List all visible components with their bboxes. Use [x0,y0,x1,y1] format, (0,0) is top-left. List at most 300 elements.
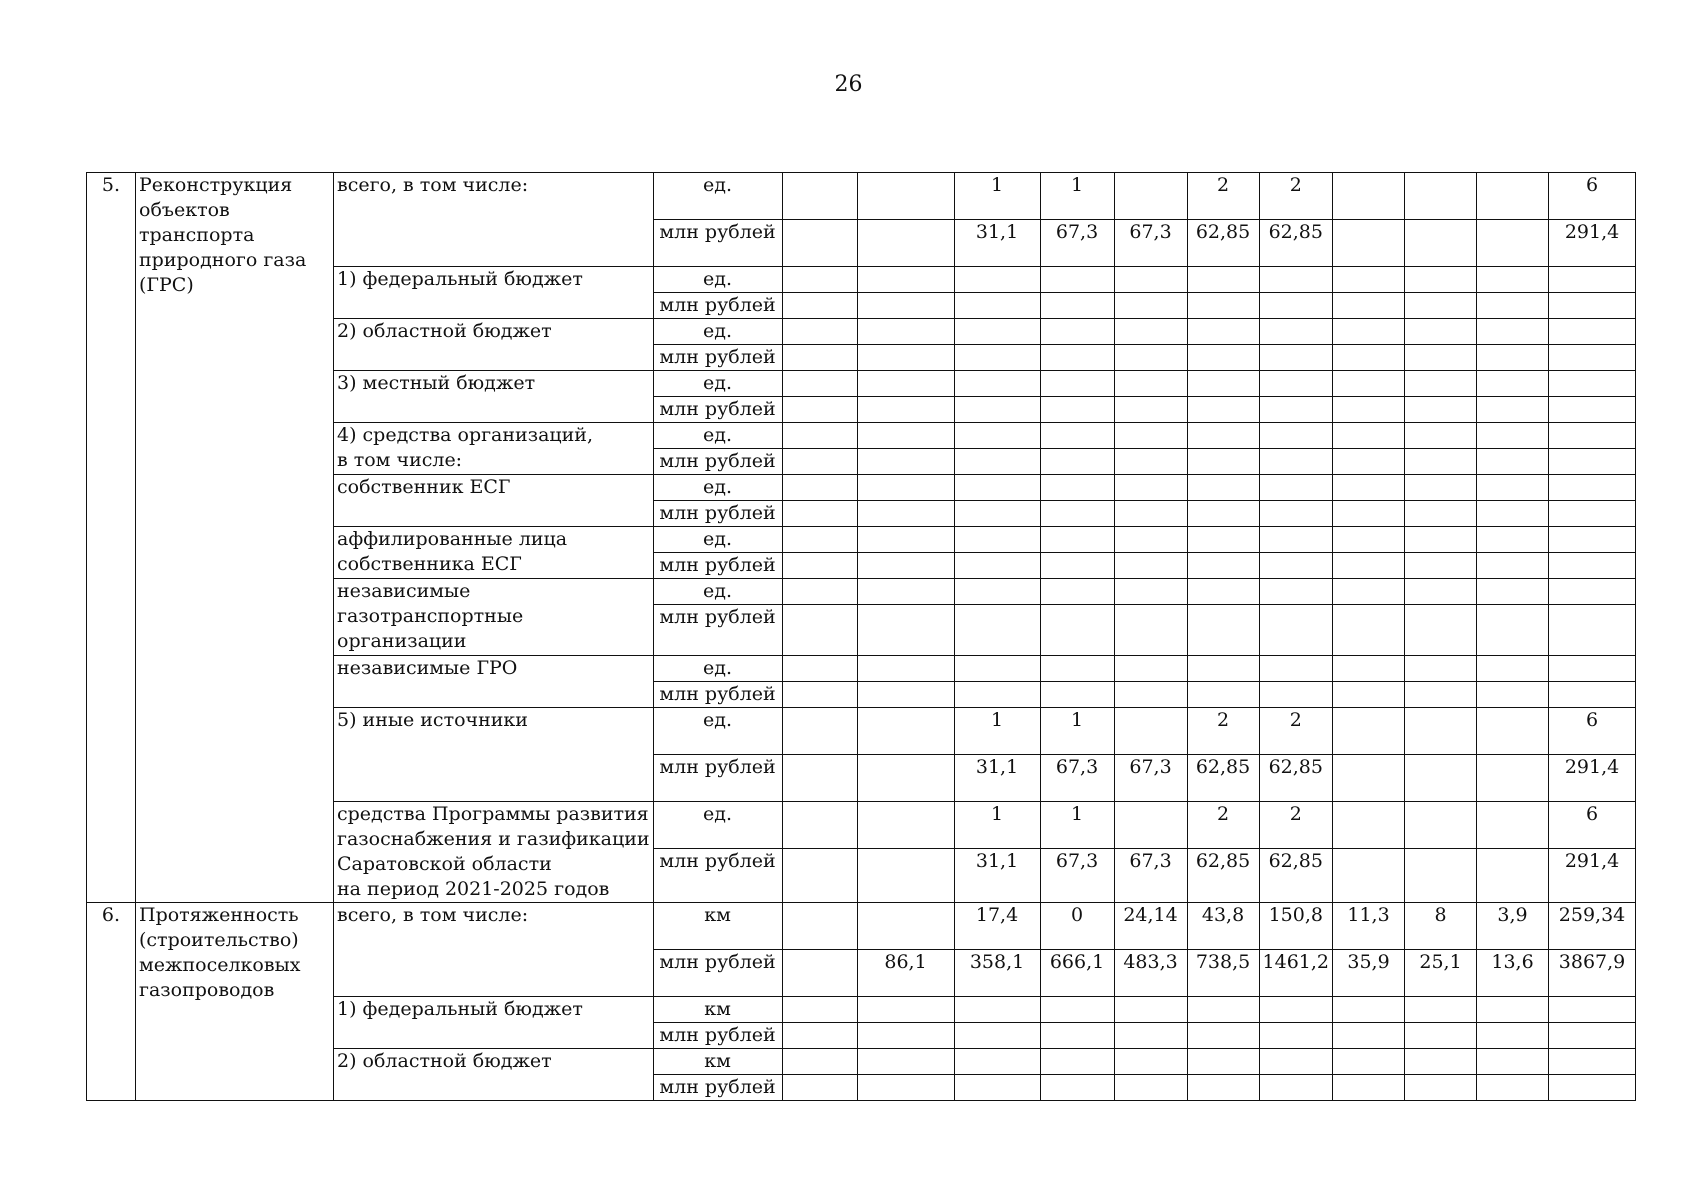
value-cell [857,397,954,423]
unit-cell: ед. [653,475,782,501]
value-cell [1333,579,1405,605]
value-cell [1187,553,1259,579]
value-cell [1549,682,1636,708]
value-cell [1549,527,1636,553]
value-cell [1333,1049,1405,1075]
value-cell [1477,605,1549,656]
value-cell [1259,293,1332,319]
value-cell [954,475,1040,501]
value-cell [954,605,1040,656]
value-cell: 1 [1040,708,1114,755]
funding-source [334,1049,654,1101]
value-cell [1477,220,1549,267]
value-cell [1477,755,1549,802]
value-cell [782,449,857,475]
section-subject-line: (ГРС) [139,274,194,296]
table-row [87,173,1636,220]
value-cell [1549,1075,1636,1101]
value-cell [1477,293,1549,319]
value-cell [1333,345,1405,371]
value-cell [857,293,954,319]
value-cell [1405,475,1477,501]
value-cell [1114,1075,1187,1101]
value-cell: 2 [1187,708,1259,755]
section-subject-line: (строительство) [139,929,299,951]
value-cell [1040,605,1114,656]
value-cell [954,293,1040,319]
value-cell [1259,579,1332,605]
value-cell [1259,423,1332,449]
unit-cell: ед. [653,579,782,605]
unit-cell: млн рублей [653,501,782,527]
value-cell [1549,656,1636,682]
value-cell [1114,173,1187,220]
value-cell [1405,656,1477,682]
value-cell: 1461,2 [1259,950,1332,997]
unit-cell: млн рублей [653,449,782,475]
value-cell [857,267,954,293]
value-cell [1477,682,1549,708]
funding-source [334,903,654,997]
value-cell [782,849,857,903]
funding-source-line: газотранспортные [337,605,524,627]
value-cell: 6 [1549,708,1636,755]
funding-source-line: аффилированные лица [337,528,568,550]
value-cell [857,449,954,475]
value-cell: 2 [1187,802,1259,849]
value-cell [1040,656,1114,682]
value-cell [857,903,954,950]
value-cell [857,656,954,682]
value-cell [782,903,857,950]
value-cell: 67,3 [1040,849,1114,903]
value-cell [1549,293,1636,319]
value-cell [1405,501,1477,527]
value-cell [1477,849,1549,903]
value-cell [1405,267,1477,293]
value-cell [1405,220,1477,267]
value-cell [857,501,954,527]
value-cell [1114,475,1187,501]
value-cell [1549,1023,1636,1049]
table-row [87,903,1636,950]
value-cell [1477,345,1549,371]
value-cell [857,553,954,579]
section-subject-line: Протяженность [139,904,299,926]
value-cell [1477,423,1549,449]
value-cell [782,371,857,397]
value-cell [1187,293,1259,319]
value-cell [1333,1075,1405,1101]
unit-cell: ед. [653,802,782,849]
value-cell [1040,371,1114,397]
value-cell [1259,1023,1332,1049]
value-cell [1549,423,1636,449]
funding-source-line: независимые ГРО [337,657,518,679]
value-cell [1259,371,1332,397]
value-cell: 291,4 [1549,220,1636,267]
value-cell [1333,997,1405,1023]
unit-cell: млн рублей [653,755,782,802]
value-cell: 8 [1405,903,1477,950]
value-cell [857,319,954,345]
value-cell [1405,345,1477,371]
value-cell [1405,449,1477,475]
value-cell [1405,1049,1477,1075]
value-cell [857,849,954,903]
funding-source-line: на период 2021-2025 годов [337,878,610,900]
value-cell [782,397,857,423]
value-cell [1477,371,1549,397]
value-cell [954,371,1040,397]
value-cell [1477,319,1549,345]
funding-source-line: средства Программы развития [337,803,649,825]
value-cell [857,755,954,802]
value-cell [954,449,1040,475]
value-cell [1187,1023,1259,1049]
unit-cell: ед. [653,371,782,397]
value-cell: 67,3 [1040,220,1114,267]
section-subject-line: объектов [139,199,230,221]
section-subject-line: природного газа [139,249,307,271]
value-cell: 31,1 [954,220,1040,267]
value-cell [954,1049,1040,1075]
value-cell [1549,1049,1636,1075]
value-cell [782,319,857,345]
value-cell [1040,1023,1114,1049]
value-cell [1187,371,1259,397]
value-cell [954,656,1040,682]
value-cell [1477,997,1549,1023]
value-cell [782,267,857,293]
value-cell: 31,1 [954,755,1040,802]
value-cell: 483,3 [1114,950,1187,997]
unit-cell: млн рублей [653,1023,782,1049]
value-cell [1114,997,1187,1023]
value-cell [1187,682,1259,708]
value-cell [1114,579,1187,605]
value-cell: 2 [1259,173,1332,220]
unit-cell: ед. [653,173,782,220]
value-cell [1333,220,1405,267]
value-cell [1477,527,1549,553]
value-cell [1477,1023,1549,1049]
value-cell [1040,319,1114,345]
value-cell [954,319,1040,345]
value-cell: 62,85 [1187,755,1259,802]
value-cell [1040,1049,1114,1075]
value-cell [1549,267,1636,293]
funding-source-line: собственник ЕСГ [337,476,511,498]
value-cell: 6 [1549,173,1636,220]
value-cell [1477,802,1549,849]
value-cell [954,423,1040,449]
funding-source-line: 5) иные источники [337,709,528,731]
value-cell [1040,527,1114,553]
value-cell [857,682,954,708]
funding-source [334,319,654,371]
value-cell [857,527,954,553]
unit-cell: ед. [653,319,782,345]
value-cell [782,553,857,579]
value-cell [782,293,857,319]
value-cell [1405,997,1477,1023]
value-cell [1187,501,1259,527]
value-cell [1187,1049,1259,1075]
funding-source-line: Саратовской области [337,853,552,875]
value-cell [954,553,1040,579]
value-cell: 0 [1040,903,1114,950]
value-cell [782,475,857,501]
unit-cell: млн рублей [653,397,782,423]
value-cell: 3,9 [1477,903,1549,950]
value-cell [1477,553,1549,579]
unit-cell: млн рублей [653,950,782,997]
value-cell [1259,656,1332,682]
value-cell: 35,9 [1333,950,1405,997]
value-cell [1549,345,1636,371]
value-cell [782,708,857,755]
funding-source [334,423,654,475]
value-cell: 11,3 [1333,903,1405,950]
funding-source [334,708,654,802]
value-cell: 358,1 [954,950,1040,997]
value-cell [1333,755,1405,802]
value-cell [1333,267,1405,293]
value-cell: 2 [1259,802,1332,849]
unit-cell: млн рублей [653,682,782,708]
value-cell [857,220,954,267]
section-subject-line: транспорта [139,224,255,246]
value-cell [1405,293,1477,319]
value-cell [1040,423,1114,449]
value-cell [1187,579,1259,605]
value-cell [1333,605,1405,656]
value-cell: 291,4 [1549,849,1636,903]
value-cell [1477,173,1549,220]
value-cell [954,345,1040,371]
value-cell [1549,449,1636,475]
value-cell [954,682,1040,708]
value-cell [1333,371,1405,397]
value-cell [782,173,857,220]
value-cell [1259,319,1332,345]
unit-cell: млн рублей [653,293,782,319]
value-cell: 17,4 [954,903,1040,950]
value-cell [857,173,954,220]
value-cell [782,527,857,553]
value-cell: 150,8 [1259,903,1332,950]
value-cell: 291,4 [1549,755,1636,802]
value-cell [1114,1023,1187,1049]
value-cell [1040,1075,1114,1101]
value-cell [1333,475,1405,501]
funding-source-line: 3) местный бюджет [337,372,536,394]
value-cell [1040,293,1114,319]
section-subject-line: Реконструкция [139,174,293,196]
value-cell [857,708,954,755]
value-cell [1333,802,1405,849]
value-cell [1549,997,1636,1023]
funding-source-line: собственника ЕСГ [337,553,522,575]
value-cell: 86,1 [857,950,954,997]
value-cell: 3867,9 [1549,950,1636,997]
value-cell [1477,656,1549,682]
value-cell: 67,3 [1114,755,1187,802]
value-cell [1040,997,1114,1023]
funding-source-line: организации [337,630,467,652]
value-cell [1114,319,1187,345]
value-cell [857,802,954,849]
value-cell: 2 [1187,173,1259,220]
value-cell [1549,397,1636,423]
value-cell: 1 [1040,173,1114,220]
value-cell [1477,579,1549,605]
funding-source-line: независимые [337,580,471,602]
value-cell [1333,501,1405,527]
value-cell [1549,475,1636,501]
value-cell: 259,34 [1549,903,1636,950]
value-cell [954,997,1040,1023]
value-cell [782,1023,857,1049]
value-cell [1405,605,1477,656]
section-number: 6. [87,903,136,1101]
value-cell [1040,501,1114,527]
unit-cell: млн рублей [653,220,782,267]
value-cell [1114,708,1187,755]
value-cell: 1 [954,708,1040,755]
value-cell [1187,423,1259,449]
funding-source-line: 1) федеральный бюджет [337,998,583,1020]
value-cell [782,682,857,708]
value-cell [857,1075,954,1101]
unit-cell: км [653,997,782,1023]
value-cell [1114,682,1187,708]
value-cell: 62,85 [1259,755,1332,802]
value-cell [1259,501,1332,527]
value-cell [1259,1049,1332,1075]
value-cell [782,950,857,997]
section-subject-line: межпоселковых [139,954,301,976]
value-cell [1259,345,1332,371]
value-cell [857,345,954,371]
value-cell [1477,708,1549,755]
value-cell [1259,553,1332,579]
value-cell: 666,1 [1040,950,1114,997]
value-cell [1333,173,1405,220]
section-number: 5. [87,173,136,903]
value-cell [782,501,857,527]
unit-cell: км [653,903,782,950]
value-cell [1040,475,1114,501]
funding-source-line: газоснабжения и газификации [337,828,650,850]
value-cell: 24,14 [1114,903,1187,950]
value-cell [1259,997,1332,1023]
value-cell [1187,475,1259,501]
value-cell [857,371,954,397]
value-cell [1477,267,1549,293]
value-cell [1405,802,1477,849]
funding-source-line: 1) федеральный бюджет [337,268,583,290]
value-cell [1187,449,1259,475]
value-cell [1040,449,1114,475]
funding-source [334,475,654,527]
funding-source [334,802,654,903]
value-cell [1405,173,1477,220]
value-cell [1333,682,1405,708]
unit-cell: ед. [653,656,782,682]
unit-cell: ед. [653,267,782,293]
unit-cell: млн рублей [653,345,782,371]
value-cell [857,423,954,449]
value-cell [782,656,857,682]
value-cell [1333,1023,1405,1049]
value-cell [782,605,857,656]
value-cell [782,423,857,449]
value-cell [1114,371,1187,397]
unit-cell: км [653,1049,782,1075]
value-cell: 62,85 [1259,849,1332,903]
value-cell [782,1075,857,1101]
value-cell [1114,656,1187,682]
unit-cell: млн рублей [653,553,782,579]
value-cell [1259,449,1332,475]
value-cell [1477,449,1549,475]
value-cell: 1 [954,802,1040,849]
value-cell [1333,423,1405,449]
value-cell [1333,708,1405,755]
value-cell [1405,423,1477,449]
value-cell [954,397,1040,423]
value-cell [782,1049,857,1075]
value-cell [1549,501,1636,527]
value-cell [1114,1049,1187,1075]
value-cell: 25,1 [1405,950,1477,997]
value-cell [1333,449,1405,475]
unit-cell: ед. [653,423,782,449]
value-cell [1114,553,1187,579]
value-cell [1114,449,1187,475]
value-cell [1405,397,1477,423]
value-cell [1259,1075,1332,1101]
value-cell [1405,708,1477,755]
value-cell [1040,345,1114,371]
value-cell: 2 [1259,708,1332,755]
value-cell [1405,527,1477,553]
value-cell [1405,371,1477,397]
value-cell: 67,3 [1114,220,1187,267]
value-cell [954,579,1040,605]
unit-cell: ед. [653,708,782,755]
value-cell [1477,1049,1549,1075]
value-cell [1040,579,1114,605]
value-cell [954,501,1040,527]
value-cell [782,802,857,849]
value-cell [954,267,1040,293]
section-subject [136,903,334,1101]
value-cell [1333,527,1405,553]
value-cell [1259,682,1332,708]
value-cell [1114,293,1187,319]
funding-source-line: всего, в том числе: [337,174,529,196]
value-cell [1259,267,1332,293]
section-subject-line: газопроводов [139,979,275,1001]
value-cell [1333,319,1405,345]
value-cell [1333,553,1405,579]
value-cell [1259,605,1332,656]
section-subject [136,173,334,903]
value-cell [1477,475,1549,501]
